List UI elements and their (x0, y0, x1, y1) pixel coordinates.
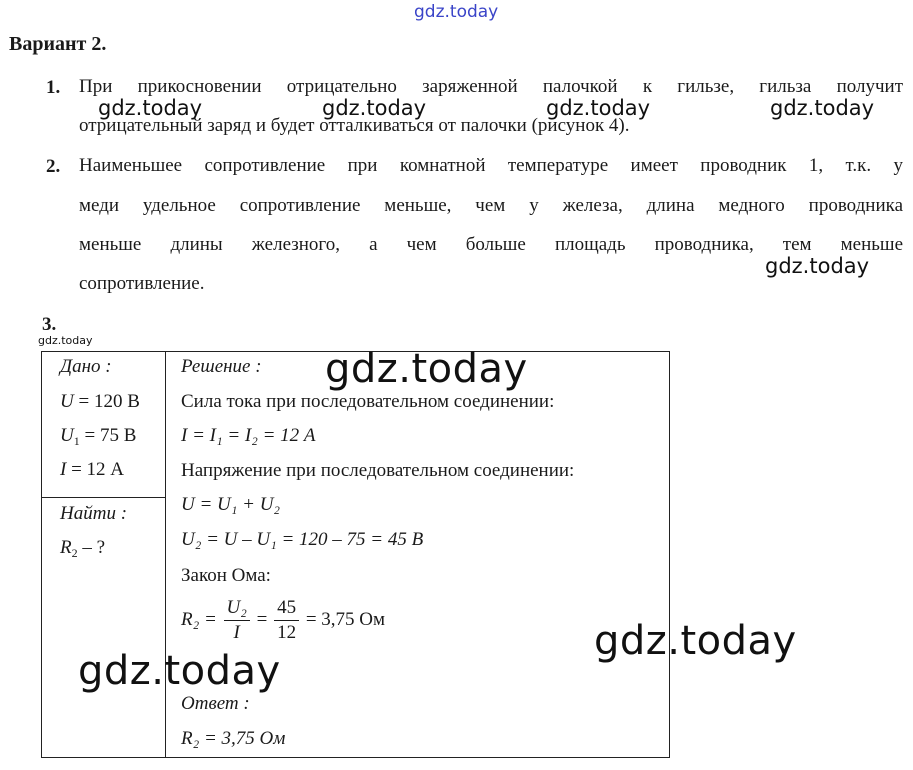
watermark-top: gdz.today (414, 2, 499, 22)
watermark: gdz.today (98, 96, 203, 120)
item-text-line: сопротивление. (79, 273, 205, 294)
ohm-law-equation: R₂ = $\frac{\text{U₂}}{I}$ = $\frac{45}{12}$ = 3,75 Ом (181, 597, 386, 643)
column-divider (165, 351, 166, 757)
equation: U₂ = U – U₁ = 120 – 75 = 45 В (181, 529, 424, 550)
solution-text: Закон Ома: (181, 565, 271, 586)
page-title: Вариант 2. (9, 33, 107, 55)
item-number: 1. (46, 77, 61, 98)
given-label: Дано : (60, 356, 112, 377)
answer-label: Ответ : (181, 693, 250, 714)
equation: U = U₁ + U₂ (181, 494, 281, 515)
watermark: gdz.today (770, 96, 875, 120)
watermark-large: gdz.today (78, 648, 281, 694)
equation: I = I₁ = I₂ = 12 А (181, 425, 316, 446)
item-number: 3. (42, 314, 57, 335)
watermark: gdz.today (546, 96, 651, 120)
find-label: Найти : (60, 503, 128, 524)
fraction: $\frac{45}{12}$ (274, 596, 299, 645)
given-line: I = 12 А (60, 459, 125, 480)
item-text-line: отрицательный заряд и будет отталкиваться от палочки (рисунок 4). (79, 115, 630, 136)
solution-text: Напряжение при последовательном соединении: (181, 460, 575, 481)
item-text-line: Наименьшее сопротивление при комнатной температуре имеет проводник 1, т.к. у (79, 155, 903, 176)
solution-label: Решение : (181, 356, 262, 377)
watermark-small: gdz.today (38, 334, 93, 347)
answer-value: R₂ = 3,75 Ом (181, 728, 286, 749)
given-divider (41, 497, 166, 498)
watermark: gdz.today (765, 254, 870, 278)
given-line: $U_1 = 75$ В (60, 425, 137, 448)
fraction: $\frac{\text{U₂}}{I}$ (224, 596, 250, 645)
given-line: U = 120 В (60, 391, 140, 412)
watermark: gdz.today (322, 96, 427, 120)
item-number: 2. (46, 156, 61, 177)
item-text-line: При прикосновении отрицательно заряженной палочкой к гильзе, гильза получит (79, 76, 903, 97)
item-text-line: меди удельное сопротивление меньше, чем у железа, длина медного проводника (79, 195, 903, 216)
find-line: $R_2$ – ? (60, 537, 106, 560)
watermark-large: gdz.today (325, 346, 528, 392)
item-text-line: меньше длины железного, а чем больше площадь проводника, тем меньше (79, 234, 903, 255)
solution-text: Сила тока при последовательном соединении: (181, 391, 555, 412)
watermark-large: gdz.today (594, 618, 797, 664)
